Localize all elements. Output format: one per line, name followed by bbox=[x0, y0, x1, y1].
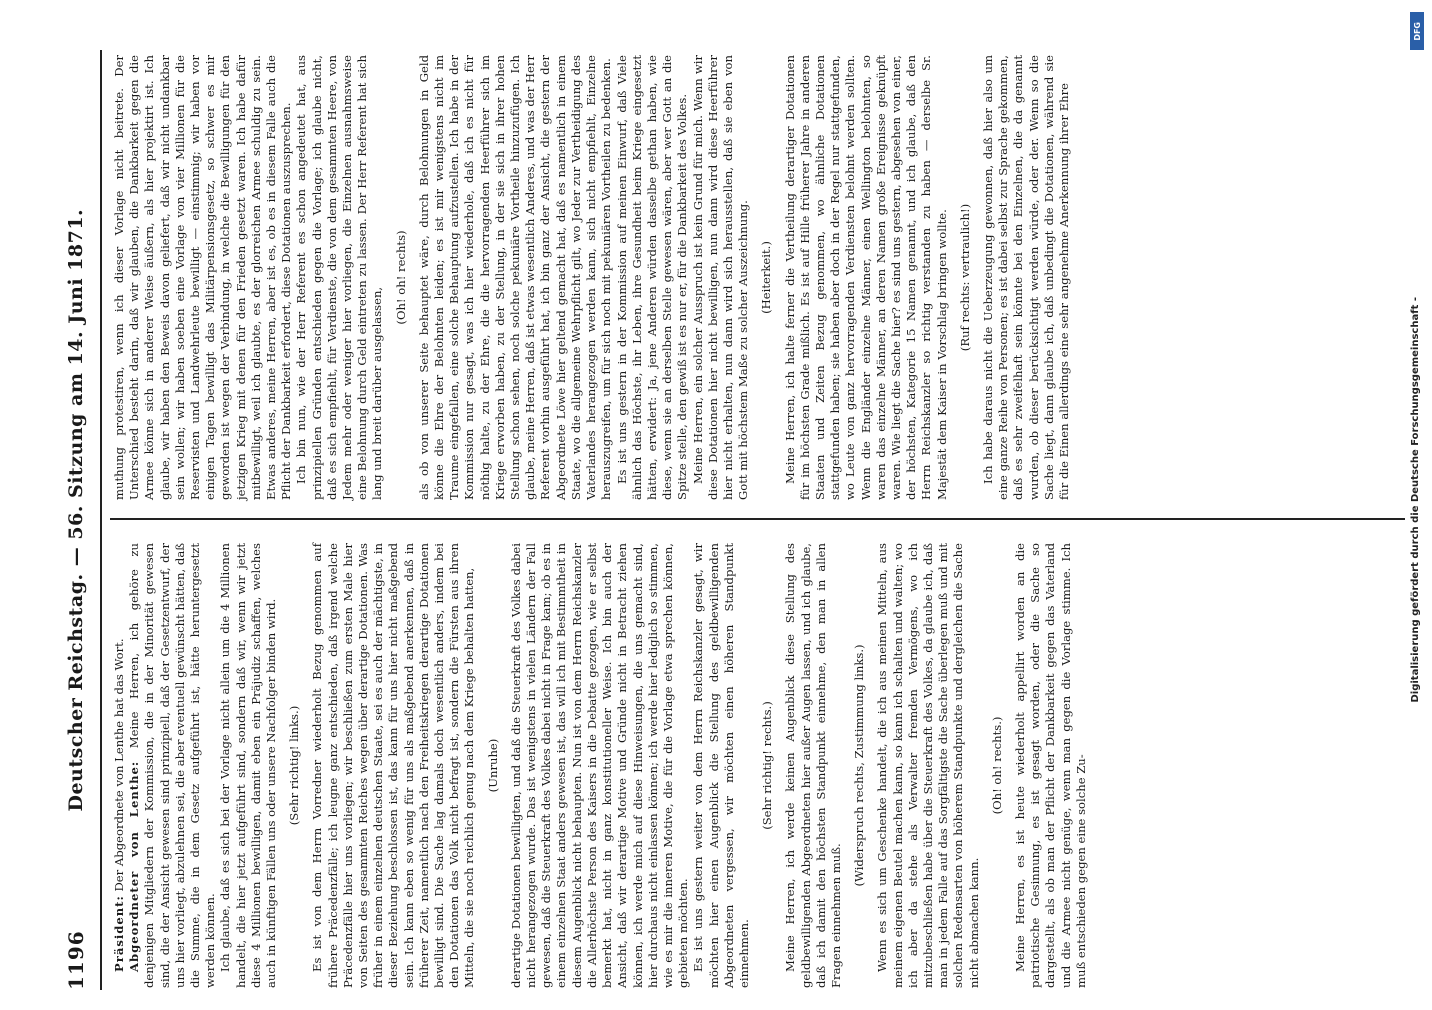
speech-text: Der Abgeordnete von Lenthe hat das Wort. bbox=[112, 638, 126, 892]
document-page bbox=[40, 10, 1415, 1010]
speaker-name: Abgeordneter von Lenthe: bbox=[127, 760, 142, 972]
page-title: Deutscher Reichstag. — 56. Sitzung am 14. Juni 1871. bbox=[65, 208, 87, 812]
speaker-paragraph bbox=[112, 543, 127, 988]
paragraph: Es ist uns gestern weiter von dem Herrn Reichskanzler gesagt, wir möchten hier einen Augenblick die Stellung des geldbewilligenden Abgeordneten vergessen, wir möchten einen höheren Standpunkt einnehmen. bbox=[691, 543, 751, 988]
funding-note-text: Digitalisierung gefördert durch die Deutsche Forschungsgemeinschaft - bbox=[1409, 297, 1421, 703]
speech-text: Meine Herren, ich gehöre zu denjenigen Mitgliedern der Kommission, die in der Minorität gewesen sind, die der Ansicht gewesen sind prinzipiell, daß der Gesetzentwurf, der uns hier vorliegt, abzulehnen sei, die aber eventuell gewünscht hätten, daß die Summe, die in dem Gesetz aufgeführt ist, hätte heruntergesetzt werden können. bbox=[127, 543, 218, 988]
dfg-logo-text: DFG bbox=[1412, 21, 1422, 41]
paragraph: muthung protestiren, wenn ich dieser Vorlage nicht beitrete. Der Unterschied besteht darin, daß wir glauben, die Dankbarkeit gegen die Armee könne sich in anderer Weise äußern, als hier projektirt ist. Ich glaube, wir haben den Beweis davon geliefert, daß wir nicht undankbar sein wollen; wir haben soeben eine Vorlage von vier Millionen für die Reservisten und Landwehrleute bewilligt — einstimmig; wir haben vor einigen Tagen bewilligt das Militärpensionsgesetz, so schwer es mir geworden ist wegen der Verbindung, in welche die Bewilligungen für den jetzigen Krieg mit denen für den Frieden gesetzt waren. Ich habe dafür mitbewilligt, weil ich glaubte, es der glorreichen Armee schuldig zu sein. Etwas anderes, meine Herren, aber ist es, ob es in diesem Falle auch die Pflicht der Dankbarkeit erfordert, diese Dotationen auszusprechen. bbox=[112, 55, 294, 500]
paragraph: Meine Herren, es ist heute wiederholt appellirt worden an die patriotische Gesinnung, es ist gesagt worden, oder die Sache so dargestellt, als ob man der Pflicht der Dankbarkeit gegen das Vaterland und die Armee nicht genüge, wenn man gegen die Vorlage stimme. Ich muß entschieden gegen eine solche Zu- bbox=[1012, 543, 1088, 988]
interjection: (Widerspruch rechts, Zustimmung links.) bbox=[852, 644, 867, 887]
paragraph: Meine Herren, ein solcher Ausspruch ist kein Grund für mich. Wenn wir diese Dotationen hier nicht bewilligen, nun dann wird diese Heerführer hier nicht erhalten, nun dann wird sich herausstellen, daß sie eben von Gott mit höchstem Maße zu solcher Auszeichnung. bbox=[690, 55, 751, 500]
speaker-name: Präsident: bbox=[112, 895, 126, 972]
paragraph: Es ist uns gestern in der Kommission auf meinen Einwurf, daß Viele ähnlich das Höchste, ihr Leben, ihre Gesundheit beim Kriege eingesetzt hätten, erwidert: Ja, jene Anderen würden dasselbe gethan haben, wie diese, wenn sie an derselben Stelle gewesen wären, aber wer Gott an die Spitze stelle, den gewiß ist es nur er, für die Dankbarkeit des Volkes. bbox=[614, 55, 690, 500]
column-divider bbox=[110, 518, 1405, 520]
interjection: (Oh! oh! rechts.) bbox=[989, 716, 1004, 815]
paragraph: Meine Herren, ich halte ferner die Vertheilung derartiger Dotationen für im höchsten Grade mißlich. Es ist auf Hille früherer Jahre in anderen Staaten und Zeiten Bezug genommen, wo ähnliche Dotationen stattgefunden haben; sie haben aber doch in der Regel nur stattgefunden, wo Leute von ganz hervorragenden Verdiensten belohnt werden sollten. Wenn die Engländer einzelne Männer, einen Wellington belohnten, so waren das einzelne Männer, an deren Namen große Ereignisse geknüpft waren. Wie liegt die Sache hier? es sind uns gestern, abgesehen von einer, der höchsten, Kategorie 15 Namen genannt, und ich glaube, daß den Herrn Reichskanzler so richtig verstanden zu haben — derselbe Sr. Majestät dem Kaiser in Vorschlag bringen wollte. bbox=[782, 55, 949, 500]
interjection: (Ruf rechts: vertraulich!) bbox=[957, 203, 972, 352]
funding-note bbox=[1402, 10, 1428, 990]
paragraph: Wenn es sich um Geschenke handelt, die ich aus meinen Mitteln, aus meinem eigenen Beutel machen kann, so kann ich schalten und walten; wo ich aber da stehe als Verwalter fremden Vermögens, wo ich mitzubeschließen habe über die Steuerkraft des Volkes, da glaube ich, daß man in jedem Falle auf das Sorgfältigste die Sache überlegen muß und mit solchen Redensarten von höherem Standpunkte und dergleichen die Sache nicht abmachen kann. bbox=[875, 543, 981, 988]
paragraph: Es ist von dem Herrn Vorredner wiederholt Bezug genommen auf frühere Präcedenzfälle; ich leugne ganz entschieden, daß irgend welche Präcedenzfälle hier uns vorliegen; wir beschließen zum ersten Male hier von Seiten des gesammten Reiches wegen über derartige Dotationen. Was früher in einem einzelnen deutschen Staate, sei es auch der mächtigste, in dieser Beziehung beschlossen ist, das kann für uns hier nicht maßgebend sein. Ich kann eben so wenig für uns als maßgebend anerkennen, daß in früherer Zeit, namentlich nach den Freiheitskriegen derartige Dotationen bewilligt sind. Die Sache lag damals doch wesentlich anders, indem bei den Dotationen das Volk nicht befragt ist, sondern die Fürsten aus ihren Mitteln, die sie noch reichlich genug nach dem Kriege behalten hatten, bbox=[310, 543, 477, 988]
interjection: (Sehr richtig! rechts.) bbox=[760, 701, 775, 830]
right-column bbox=[112, 55, 1072, 500]
dfg-logo bbox=[1410, 12, 1424, 50]
paragraph: Ich glaube, daß es sich bei der Vorlage nicht allein um die 4 Millionen handelt, die hier jetzt aufgeführt sind, sondern daß wir, wenn wir jetzt diese 4 Millionen bewilligen, damit eben ein Präjudiz schaffen, welches auch in künftigen Fällen uns oder unsere Nachfolger binden wird. bbox=[218, 543, 279, 988]
interjection: (Sehr richtig! links.) bbox=[287, 705, 302, 826]
paragraph: Meine Herren, ich werde keinen Augenblick diese Stellung des geldbewilligenden Abgeordneten hier außer Augen lassen, und ich glaube, daß ich damit den höchsten Standpunkt einnehme, den man in allen Fragen einnehmen muß. bbox=[783, 543, 843, 988]
header-rule bbox=[100, 50, 102, 990]
page-header bbox=[58, 50, 94, 990]
paragraph: Ich bin nun, wie der Herr Referent es schon angedeutet hat, aus prinzipiellen Gründen entschieden gegen die Vorlage; ich glaube nicht, daß es sich empfiehlt, für Verdienste, die von dem gesammten Heere, von Jedem mehr oder weniger hier vorliegen, die Einzelnen ausnahmsweise eine Belohnung durch Geld eintreten zu lassen. Der Herr Referent hat sich lang und breit darüber ausgelassen, bbox=[294, 55, 385, 500]
interjection: (Oh! oh! rechts) bbox=[393, 230, 408, 325]
paragraph: als ob von unserer Seite behauptet wäre, durch Belohnungen in Geld könne die Ehre der Belohnten leiden; es ist mir wenigstens nicht im Traume eingefallen, eine solche Behauptung aufzustellen. Ich habe in der Kommission nur gesagt, was ich hier wiederhole, daß ich es nicht für nöthig halte, zu der Ehre, die die hervorragenden Heerführer sich im Kriege erworben haben, zu der Stellung, in der sie sich in ihrer hohen Stellung schon sehen, noch solche pekuniäre Vortheile hinzuzufügen. Ich glaube, meine Herren, daß ist etwas wesentlich Anderes, und was der Herr Referent vorhin ausgeführt hat, ich bin ganz der Ansicht, die gestern der Abgeordnete Löwe hier geltend gemacht hat, daß es namentlich in einem Staate, wo die allgemeine Wehrpflicht gilt, wo Jeder zur Vertheidigung des Vaterlandes herangezogen werden kann, sich nicht empfiehlt, Einzelne herauszugreifen, um für sich noch mit pekuniären Vortheilen zu bedenken. bbox=[416, 55, 614, 500]
speaker-paragraph bbox=[127, 543, 218, 988]
page-number: 1196 bbox=[64, 930, 88, 990]
interjection: (Heiterkeit.) bbox=[759, 241, 774, 314]
paragraph: derartige Dotationen bewilligten, und daß die Steuerkraft des Volkes dabei nicht herangezogen wurde. Das ist wenigstens in vielen Ländern der Fall gewesen, daß die Steuerkraft des Volkes dabei nicht in Frage kam; ob es in einem einzelnen Staat anders gewesen ist, das will ich mit Bestimmtheit in diesem Augenblick nicht behaupten. Nun ist von dem Herrn Reichskanzler die Allerhöchste Person des Kaisers in die Debatte gezogen, wie er selbst bemerkt hat, nicht in ganz konstitutioneller Weise. Ich bin auch der Ansicht, daß wir derartige Motive und Gründe nicht in Betracht ziehen können, ich werde mich auf diese Hinweisungen, die uns gemacht sind, hier durchaus nicht einlassen können; ich werde hier lediglich so stimmen, wie es mir die inneren Motive, die für die Vorlage etwa sprechen können, gebieten möchten. bbox=[508, 543, 691, 988]
interjection: (Unruhe) bbox=[485, 738, 500, 793]
left-column bbox=[112, 543, 1089, 988]
paragraph: Ich habe daraus nicht die Ueberzeugung gewonnen, daß hier also um eine ganze Reihe von Personen; es ist dabei selbst zur Sprache gekommen, daß es sehr zweifelhaft sein könnte bei den Einzelnen, die da genannt wurden, ob dieser berücksichtigt werden würde, oder der. Wenn so die Sache liegt, dann glaube ich, daß unbedingt die Dotationen, während sie für die Einen allerdings eine sehr angenehme Anerkennung ihrer Ehre bbox=[980, 55, 1071, 500]
